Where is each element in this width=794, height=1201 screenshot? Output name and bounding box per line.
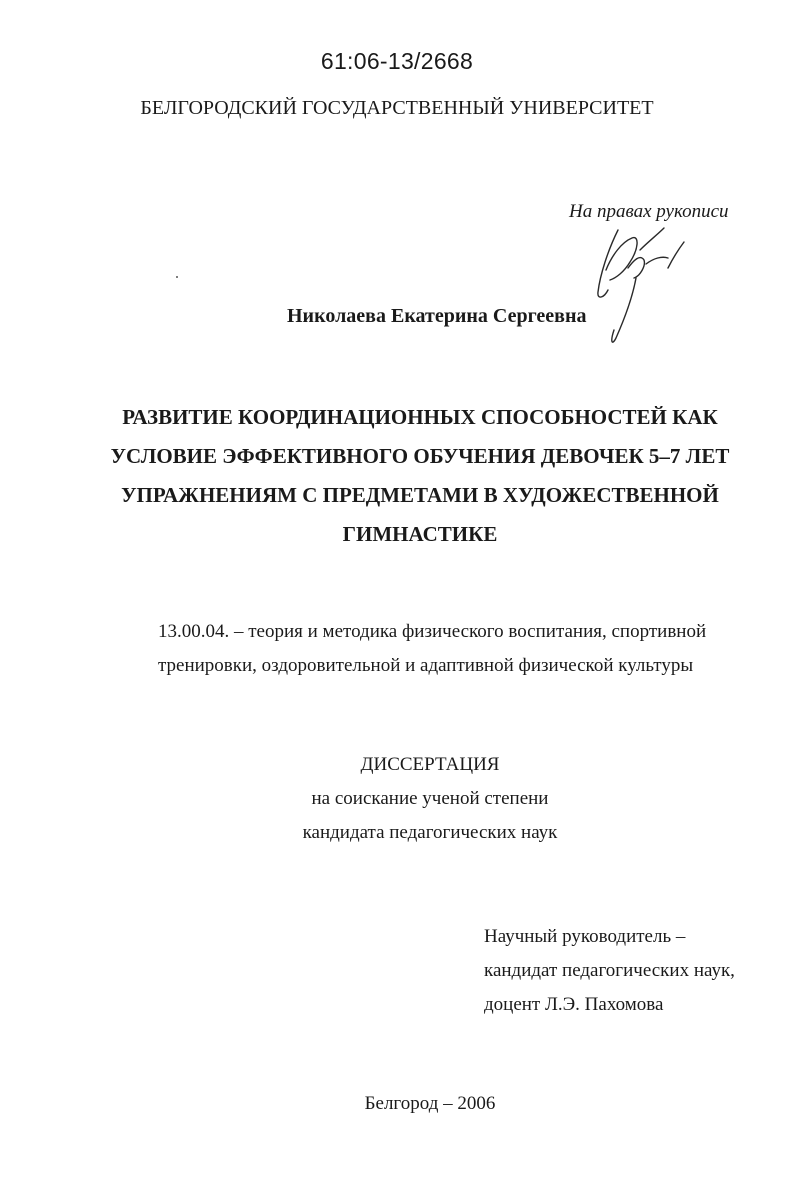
author-name: Николаева Екатерина Сергеевна: [287, 305, 587, 327]
catalog-code: 61:06-13/2668: [320, 48, 474, 74]
title-line: РАЗВИТИЕ КООРДИНАЦИОННЫХ СПОСОБНОСТЕЙ КАК: [122, 405, 718, 429]
title-line: ГИМНАСТИКЕ: [342, 522, 498, 546]
handwritten-signature: [588, 220, 698, 350]
city-year: Белгород – 2006: [364, 1093, 496, 1114]
degree-line: на соискание ученой степени: [311, 788, 549, 809]
manuscript-rights-note: На правах рукописи: [569, 201, 729, 222]
specialty-line: 13.00.04. – теория и методика физического воспитания, спортивной: [158, 621, 707, 642]
signature-stroke: [646, 257, 668, 264]
degree-line: кандидата педагогических наук: [302, 822, 558, 843]
signature-stroke: [612, 278, 636, 342]
supervisor-line: доцент Л.Э. Пахомова: [484, 994, 664, 1015]
signature-stroke: [640, 228, 664, 250]
university-name: БЕЛГОРОДСКИЙ ГОСУДАРСТВЕННЫЙ УНИВЕРСИТЕТ: [140, 97, 654, 119]
signature-stroke: [606, 238, 637, 280]
dissertation-title: [100, 398, 740, 554]
signature-stroke: [668, 242, 684, 268]
dissertation-label: ДИССЕРТАЦИЯ: [360, 754, 500, 775]
scan-speck: [176, 276, 178, 278]
specialty-code: [158, 615, 706, 683]
supervisor-line: кандидат педагогических наук,: [484, 960, 735, 981]
supervisor-line: Научный руководитель –: [484, 926, 686, 947]
degree-statement: [0, 748, 794, 850]
title-line: УСЛОВИЕ ЭФФЕКТИВНОГО ОБУЧЕНИЯ ДЕВОЧЕК 5–7 ЛЕТ: [110, 444, 730, 468]
signature-stroke: [598, 230, 618, 297]
title-line: УПРАЖНЕНИЯМ С ПРЕДМЕТАМИ В ХУДОЖЕСТВЕННОЙ: [121, 483, 719, 507]
scientific-supervisor: [484, 920, 735, 1022]
specialty-line: тренировки, оздоровительной и адаптивной физической культуры: [158, 655, 694, 676]
